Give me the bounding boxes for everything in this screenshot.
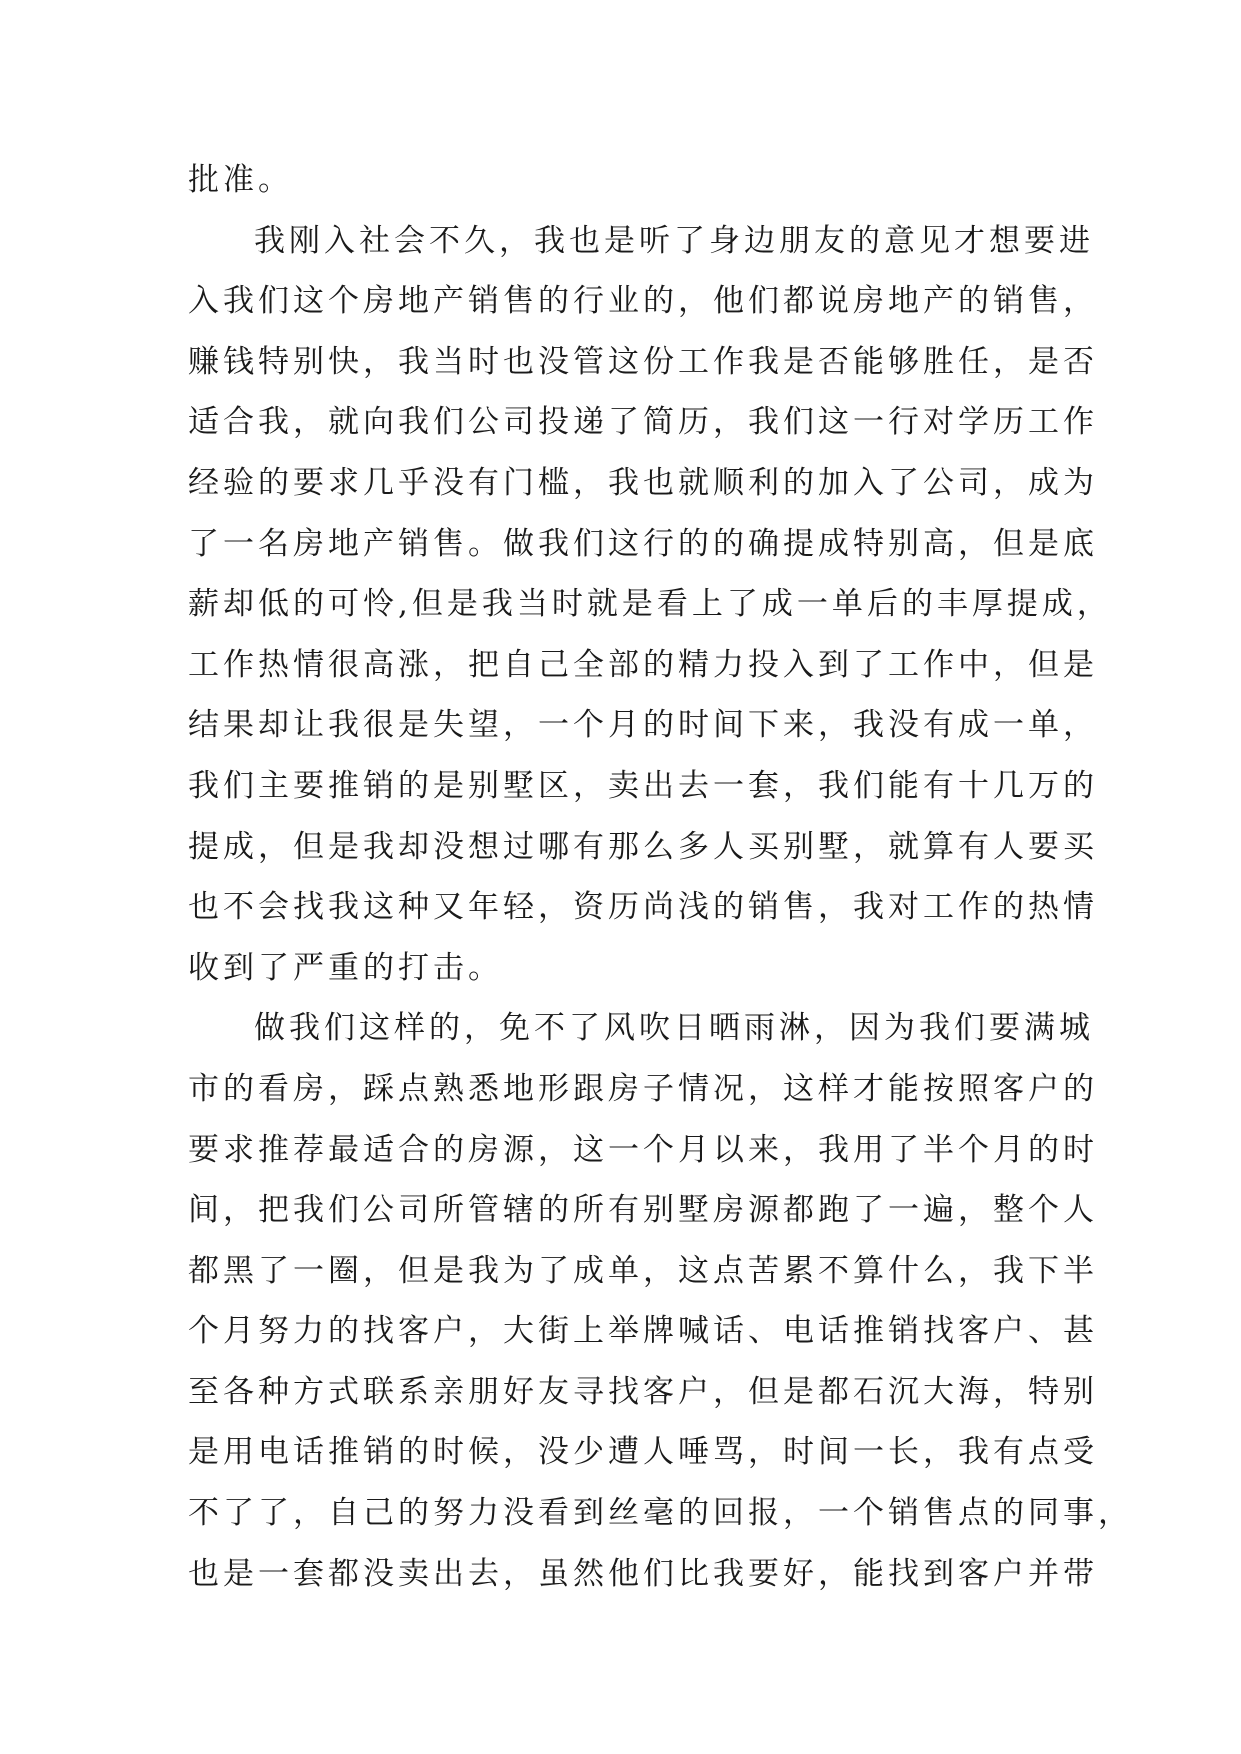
text-line: 适合我，就向我们公司投递了简历，我们这一行对学历工作: [188, 404, 1098, 441]
text-line: 结果却让我很是失望，一个月的时间下来，我没有成一单，: [188, 707, 1098, 744]
text-line: 赚钱特别快，我当时也没管这份工作我是否能够胜任，是否: [188, 343, 1098, 380]
text-line: 要求推荐最适合的房源，这一个月以来，我用了半个月的时: [188, 1131, 1098, 1168]
text-line: 我们主要推销的是别墅区，卖出去一套，我们能有十几万的: [188, 767, 1098, 804]
text-line: 个月努力的找客户，大街上举牌喊话、电话推销找客户、甚: [188, 1313, 1098, 1350]
text-line: 至各种方式联系亲朋好友寻找客户，但是都石沉大海，特别: [188, 1373, 1098, 1410]
text-line: 入我们这个房地产销售的行业的，他们都说房地产的销售，: [188, 283, 1098, 320]
text-line: 经验的要求几乎没有门槛，我也就顺利的加入了公司，成为: [188, 464, 1098, 501]
text-line: 提成，但是我却没想过哪有那么多人买别墅，就算有人要买: [188, 828, 1098, 865]
text-line: 是用电话推销的时候，没少遭人唾骂，时间一长，我有点受: [188, 1434, 1098, 1471]
paragraph-first-line: 做我们这样的，免不了风吹日晒雨淋，因为我们要满城: [254, 1010, 1094, 1047]
text-line: 也不会找我这种又年轻，资历尚浅的销售，我对工作的热情: [188, 889, 1098, 926]
text-line: 不了了，自己的努力没看到丝毫的回报，一个销售点的同事，: [188, 1495, 1133, 1532]
text-line: 也是一套都没卖出去，虽然他们比我要好，能找到客户并带: [188, 1555, 1098, 1592]
text-line: 间，把我们公司所管辖的所有别墅房源都跑了一遍，整个人: [188, 1192, 1098, 1229]
text-line: 工作热情很高涨，把自己全部的精力投入到了工作中，但是: [188, 646, 1098, 683]
body-text: [188, 150, 1133, 1604]
paragraph-first-line: 我刚入社会不久，我也是听了身边朋友的意见才想要进: [254, 222, 1094, 259]
text-line: 都黑了一圈，但是我为了成单，这点苦累不算什么，我下半: [188, 1252, 1098, 1289]
text-line: 市的看房，踩点熟悉地形跟房子情况，这样才能按照客户的: [188, 1070, 1098, 1107]
text-line: 薪却低的可怜,但是我当时就是看上了成一单后的丰厚提成，: [188, 586, 1112, 623]
text-line: 批准。: [188, 162, 293, 198]
text-line: 收到了严重的打击。: [188, 949, 503, 986]
text-line: 了一名房地产销售。做我们这行的的确提成特别高，但是底: [188, 525, 1098, 562]
